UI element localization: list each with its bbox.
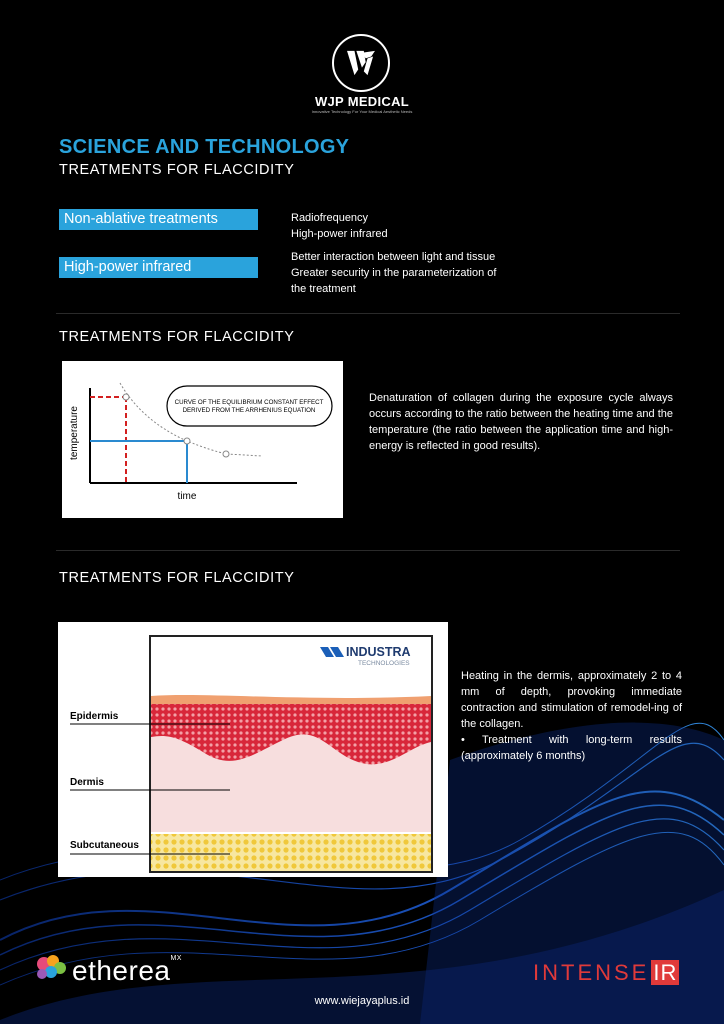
curve-point	[184, 438, 190, 444]
industra-brand: INDUSTRA	[346, 645, 411, 659]
etherea-brand	[72, 955, 182, 987]
x-axis-label: time	[177, 491, 197, 502]
divider	[56, 550, 680, 551]
wjp-logo-mark-icon	[334, 36, 388, 90]
skin-layers-diagram	[58, 622, 448, 877]
caption-box	[167, 386, 332, 426]
arrhenius-figure	[62, 361, 343, 518]
intense-ir-brand	[533, 960, 679, 986]
y-axis-label: temperature	[69, 406, 80, 460]
etherea-logo-icon	[34, 952, 74, 988]
dermis-label: Dermis	[70, 777, 104, 788]
curve-point	[123, 394, 129, 400]
etherea-name: etherea	[72, 955, 171, 986]
non-ablative-details	[291, 210, 388, 242]
wjp-logo	[332, 34, 390, 92]
label-high-power-infrared: High-power infrared	[59, 257, 258, 278]
collagen-paragraph: Denaturation of collagen during the exposure cycle always occurs according to the ratio between the heating time and the temperature (the ratio between the application time and high-energy is reflected in good results).	[369, 392, 673, 452]
industra-brand-sub: TECHNOLOGIES	[358, 660, 410, 667]
intense-text: INTENSE	[533, 960, 650, 985]
detail-line: Greater security in the parameterization of	[291, 267, 497, 279]
high-power-details	[291, 249, 496, 297]
dermis-heating-paragraph: Heating in the dermis, approximately 2 to 4 mm of depth, provoking immediate contraction and stimulation of remodel-ing of the collagen.	[461, 670, 682, 730]
caption-line-2: DERIVED FROM THE ARRHENIUS EQUATION	[182, 407, 316, 414]
ir-text: IR	[653, 960, 678, 985]
arrhenius-diagram	[62, 361, 343, 518]
caption-line-1: CURVE OF THE EQUILIBRIUM CONSTANT EFFECT	[174, 399, 324, 406]
section-subtitle: TREATMENTS FOR FLACCIDITY	[59, 162, 295, 178]
section-title-2: TREATMENTS FOR FLACCIDITY	[59, 329, 295, 345]
page-title: SCIENCE AND TECHNOLOGY	[59, 136, 350, 158]
detail-line: the treatment	[291, 283, 356, 295]
label-non-ablative: Non-ablative treatments	[59, 209, 258, 230]
website-url[interactable]: www.wiejayaplus.id	[314, 995, 410, 1007]
curve-point	[223, 451, 229, 457]
epidermis-label: Epidermis	[70, 711, 119, 722]
detail-line: Radiofrequency	[291, 212, 369, 224]
brand-name: WJP MEDICAL	[314, 94, 410, 109]
brand-tagline: Innovative Technology For Your Medical Aesthetic Needs	[311, 109, 413, 114]
long-term-results-bullet: • Treatment with long-term results (approximately 6 months)	[461, 734, 682, 762]
subcutaneous-layer	[151, 834, 431, 871]
detail-line: High-power infrared	[291, 228, 388, 240]
section-title-3: TREATMENTS FOR FLACCIDITY	[59, 570, 295, 586]
subcutaneous-label: Subcutaneous	[70, 840, 139, 851]
detail-line: Better interaction between light and tissue	[291, 251, 496, 263]
etherea-suffix: MX	[170, 955, 182, 962]
skin-layers-figure	[58, 622, 448, 877]
divider	[56, 313, 680, 314]
dermis-heating-text	[461, 668, 682, 764]
